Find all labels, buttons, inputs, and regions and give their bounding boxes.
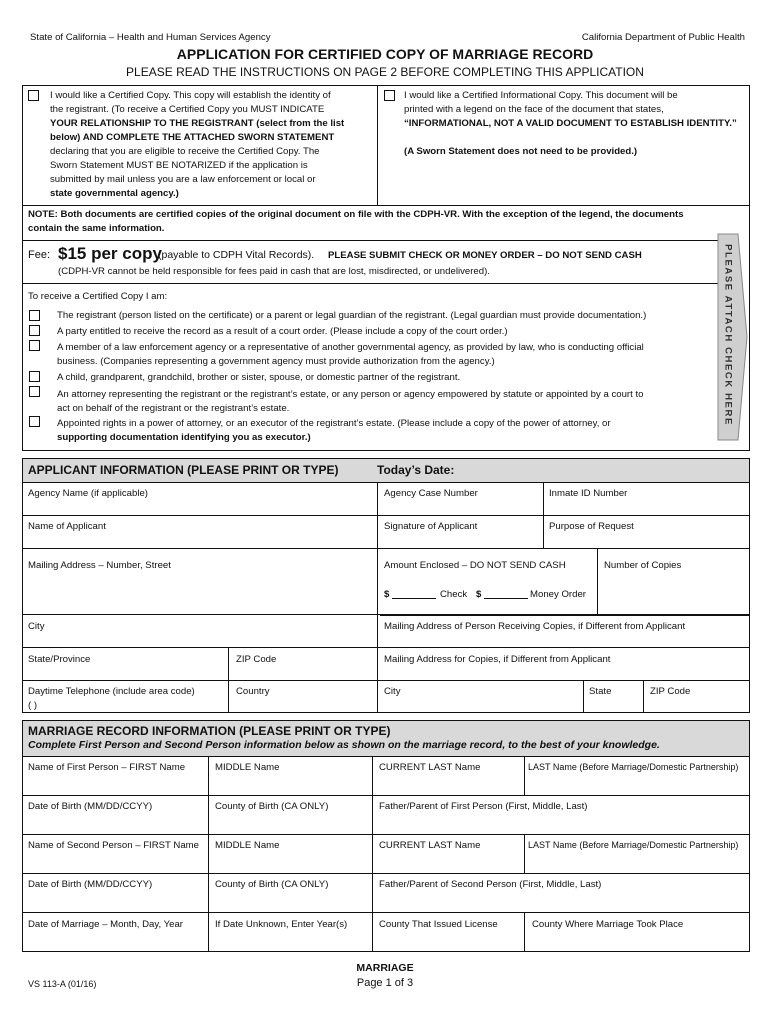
- country-field[interactable]: Country: [236, 686, 270, 697]
- money-order-amount-field[interactable]: [484, 598, 528, 599]
- second-person-county-field[interactable]: County of Birth (CA ONLY): [215, 879, 329, 890]
- first-person-dob-field[interactable]: Date of Birth (MM/DD/CCYY): [28, 801, 153, 812]
- second-person-parent-field[interactable]: Father/Parent of Second Person (First, Middle, Last): [379, 879, 602, 890]
- first-person-middle-name-field[interactable]: MIDDLE Name: [215, 762, 280, 773]
- fee-label: Fee:: [28, 249, 51, 261]
- attach-check-tab: [716, 232, 749, 442]
- fee-instruction: PLEASE SUBMIT CHECK OR MONEY ORDER – DO NOT SEND CASH: [328, 250, 642, 261]
- relationship-checkbox-3[interactable]: [29, 340, 40, 351]
- certified-copy-checkbox[interactable]: [28, 90, 39, 101]
- relationship-option-4: A child, grandparent, grandchild, brother or sister, spouse, or domestic partner of the registrant.: [57, 372, 461, 383]
- fee-payable: (payable to CDPH Vital Records).: [158, 249, 315, 261]
- note-line-2: contain the same information.: [28, 223, 165, 234]
- city-2-field[interactable]: City: [384, 686, 401, 697]
- zip-code-2-field[interactable]: ZIP Code: [650, 686, 691, 697]
- form-subtitle: PLEASE READ THE INSTRUCTIONS ON PAGE 2 BEFORE COMPLETING THIS APPLICATION: [126, 65, 644, 79]
- attach-check-label: PLEASE ATTACH CHECK HERE: [722, 244, 734, 426]
- zip-code-field[interactable]: ZIP Code: [236, 654, 277, 665]
- relationship-checkbox-5[interactable]: [29, 386, 40, 397]
- first-person-county-field[interactable]: County of Birth (CA ONLY): [215, 801, 329, 812]
- relationship-option-5a: An attorney representing the registrant or the registrant’s estate, or any person or agency empowered by statute or appointed by a court to: [57, 389, 644, 400]
- form-id: VS 113-A (01/16): [28, 979, 97, 989]
- relationship-option-1: The registrant (person listed on the certificate) or a parent or legal guardian of the registrant. (Legal guardian must provide documentation.): [57, 310, 647, 321]
- first-person-current-last-field[interactable]: CURRENT LAST Name: [379, 762, 481, 773]
- footer-label: MARRIAGE: [356, 962, 414, 974]
- applicant-name-field[interactable]: Name of Applicant: [28, 521, 106, 532]
- second-person-dob-field[interactable]: Date of Birth (MM/DD/CCYY): [28, 879, 153, 890]
- second-person-current-last-field[interactable]: CURRENT LAST Name: [379, 840, 481, 851]
- marriage-header: MARRIAGE RECORD INFORMATION (PLEASE PRINT OR TYPE): [28, 724, 391, 738]
- money-order-label: Money Order: [530, 589, 586, 600]
- form-title: APPLICATION FOR CERTIFIED COPY OF MARRIAGE RECORD: [176, 46, 594, 62]
- number-of-copies-field[interactable]: Number of Copies: [604, 560, 682, 571]
- state-province-field[interactable]: State/Province: [28, 654, 91, 665]
- second-person-first-name-field[interactable]: Name of Second Person – FIRST Name: [28, 840, 199, 851]
- money-order-dollar-sign: $: [476, 589, 482, 600]
- inmate-id-field[interactable]: Inmate ID Number: [549, 488, 628, 499]
- note-line-1: NOTE: Both documents are certified copies of the original document on file with the CDPH-VR. With the exception of the legend, the documents: [28, 209, 684, 220]
- mail-receiving-field[interactable]: Mailing Address of Person Receiving Copies, if Different from Applicant: [384, 621, 686, 632]
- city-field[interactable]: City: [28, 621, 45, 632]
- todays-date-label: Today’s Date:: [377, 463, 455, 477]
- relationship-intro: To receive a Certified Copy I am:: [28, 291, 168, 302]
- relationship-option-6b: supporting documentation identifying you as executor.): [57, 432, 311, 443]
- first-person-parent-field[interactable]: Father/Parent of First Person (First, Middle, Last): [379, 801, 588, 812]
- county-marriage-took-place-field[interactable]: County Where Marriage Took Place: [532, 919, 684, 930]
- area-code-parens: ( ): [28, 700, 38, 711]
- relationship-checkbox-2[interactable]: [29, 325, 40, 336]
- relationship-option-6a: Appointed rights in a power of attorney, or an executor of the registrant’s estate. (Please include a copy of the power of attorney, or: [57, 418, 611, 429]
- relationship-option-2: A party entitled to receive the record as a result of a court order. (Please include a copy of the court order.): [57, 326, 508, 337]
- agency-name-field[interactable]: Agency Name (if applicable): [28, 488, 148, 499]
- relationship-option-5b: act on behalf of the registrant or the registrant’s estate.: [57, 403, 290, 414]
- check-amount-field[interactable]: [392, 598, 436, 599]
- agency-right: California Department of Public Health: [581, 32, 745, 43]
- first-person-first-name-field[interactable]: Name of First Person – FIRST Name: [28, 762, 186, 773]
- state-2-field[interactable]: State: [589, 686, 612, 697]
- fee-disclaimer: (CDPH-VR cannot be held responsible for fees paid in cash that are lost, misdirected, or undelivered).: [58, 266, 490, 277]
- purpose-field[interactable]: Purpose of Request: [549, 521, 634, 532]
- relationship-option-3a: A member of a law enforcement agency or a representative of another governmental agency, as provided by law, who is conducting official: [57, 342, 644, 353]
- mail-copies-field[interactable]: Mailing Address for Copies, if Different from Applicant: [384, 654, 611, 665]
- amount-enclosed-label: Amount Enclosed – DO NOT SEND CASH: [384, 560, 566, 571]
- second-person-middle-name-field[interactable]: MIDDLE Name: [215, 840, 280, 851]
- applicant-header: APPLICANT INFORMATION (PLEASE PRINT OR TYPE): [28, 463, 339, 477]
- informational-copy-checkbox[interactable]: [384, 90, 395, 101]
- relationship-checkbox-4[interactable]: [29, 371, 40, 382]
- applicant-signature-field[interactable]: Signature of Applicant: [384, 521, 478, 532]
- daytime-phone-field[interactable]: Daytime Telephone (include area code): [28, 686, 195, 697]
- date-unknown-year-field[interactable]: If Date Unknown, Enter Year(s): [215, 919, 348, 930]
- date-of-marriage-field[interactable]: Date of Marriage – Month, Day, Year: [28, 919, 184, 930]
- check-label: Check: [440, 589, 468, 600]
- fee-amount: $15 per copy: [58, 244, 162, 263]
- county-issued-license-field[interactable]: County That Issued License: [379, 919, 498, 930]
- relationship-checkbox-1[interactable]: [29, 310, 40, 321]
- marriage-subheader: Complete First Person and Second Person information below as shown on the marriage record, to the best of your knowledge.: [28, 739, 660, 751]
- second-person-last-name-field[interactable]: LAST Name (Before Marriage/Domestic Partnership): [528, 840, 739, 850]
- first-person-last-name-field[interactable]: LAST Name (Before Marriage/Domestic Partnership): [528, 762, 739, 772]
- relationship-option-3b: business. (Companies representing a government agency must provide authorization from the agency.): [57, 356, 495, 367]
- mailing-address-field[interactable]: Mailing Address – Number, Street: [28, 560, 171, 571]
- agency-case-number-field[interactable]: Agency Case Number: [384, 488, 478, 499]
- relationship-checkbox-6[interactable]: [29, 416, 40, 427]
- page-number: Page 1 of 3: [356, 977, 414, 989]
- check-dollar-sign: $: [384, 589, 390, 600]
- agency-left: State of California – Health and Human Services Agency: [30, 32, 271, 43]
